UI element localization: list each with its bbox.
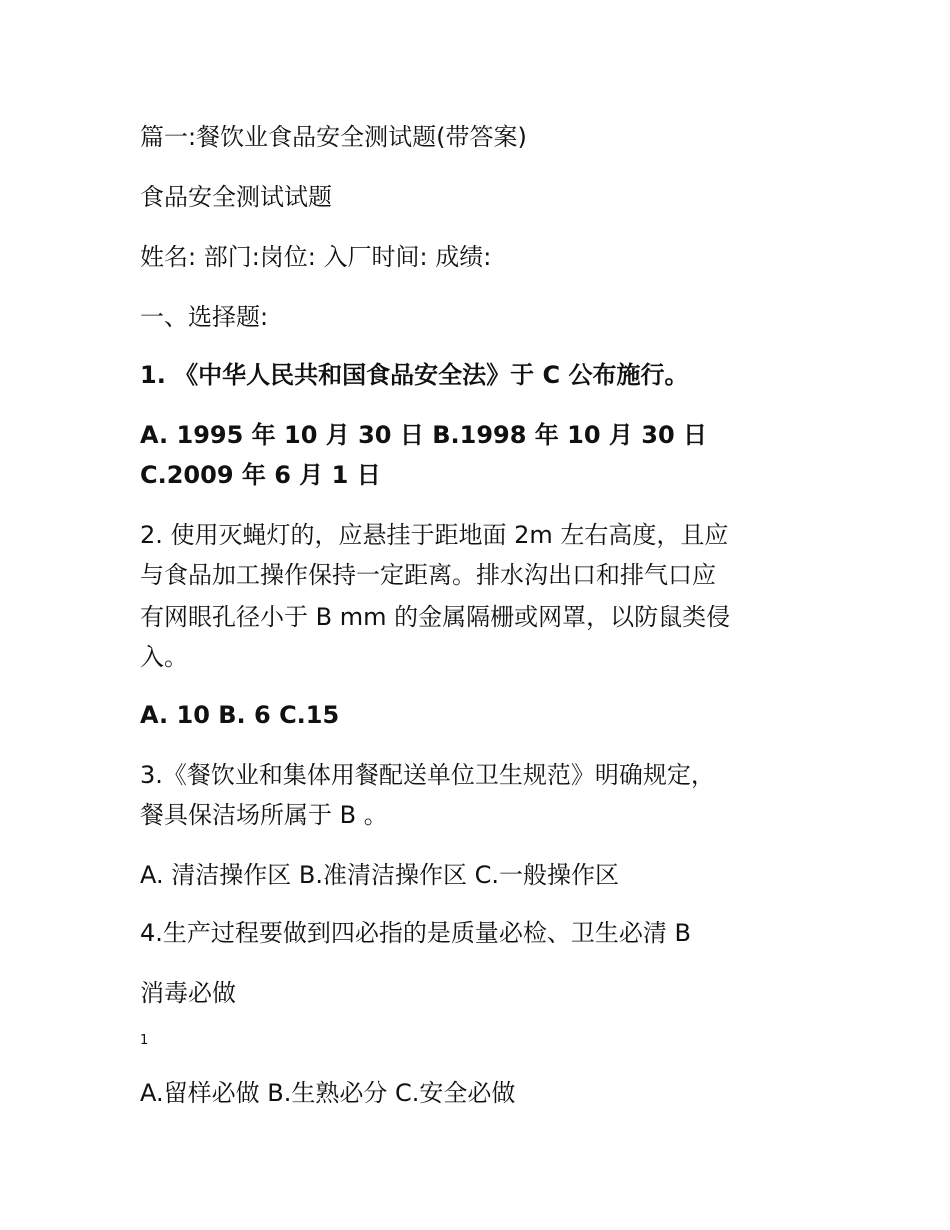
question-1-options: A. 1995 年 10 月 30 日 B.1998 年 10 月 30 日 <box>140 421 707 449</box>
question-2-text-line-3: 有网眼孔径小于 B mm 的金属隔栅或网罩，以防鼠类侵 <box>140 603 731 631</box>
question-4-text-line-2: 消毒必做 <box>140 979 236 1007</box>
question-2-text-line-2: 与食品加工操作保持一定距离。排水沟出口和排气口应 <box>140 561 716 589</box>
question-4-options: A.留样必做 B.生熟必分 C.安全必做 <box>140 1079 516 1107</box>
document-title: 篇一:餐饮业食品安全测试题(带答案) <box>140 123 527 151</box>
page-number: 1 <box>140 1033 149 1048</box>
question-1-text: 1. 《中华人民共和国食品安全法》于 C 公布施行。 <box>140 361 689 389</box>
question-4-text-line-1: 4.生产过程要做到四必指的是质量必检、卫生必清 B <box>140 919 691 947</box>
info-line: 姓名: 部门:岗位: 入厂时间: 成绩: <box>140 243 492 271</box>
question-2-options: A. 10 B. 6 C.15 <box>140 701 340 729</box>
question-3-text-line-2: 餐具保洁场所属于 B 。 <box>140 801 388 829</box>
question-2-text-line-1: 2. 使用灭蝇灯的，应悬挂于距地面 2m 左右高度，且应 <box>140 521 729 549</box>
document-subtitle: 食品安全测试试题 <box>140 183 332 211</box>
question-1-options-cont: C.2009 年 6 月 1 日 <box>140 461 381 489</box>
question-2-text-line-4: 入。 <box>140 643 188 671</box>
section-heading: 一、选择题: <box>140 303 269 331</box>
question-3-text-line-1: 3.《餐饮业和集体用餐配送单位卫生规范》明确规定， <box>140 761 715 789</box>
question-3-options: A. 清洁操作区 B.准清洁操作区 C.一般操作区 <box>140 861 619 889</box>
